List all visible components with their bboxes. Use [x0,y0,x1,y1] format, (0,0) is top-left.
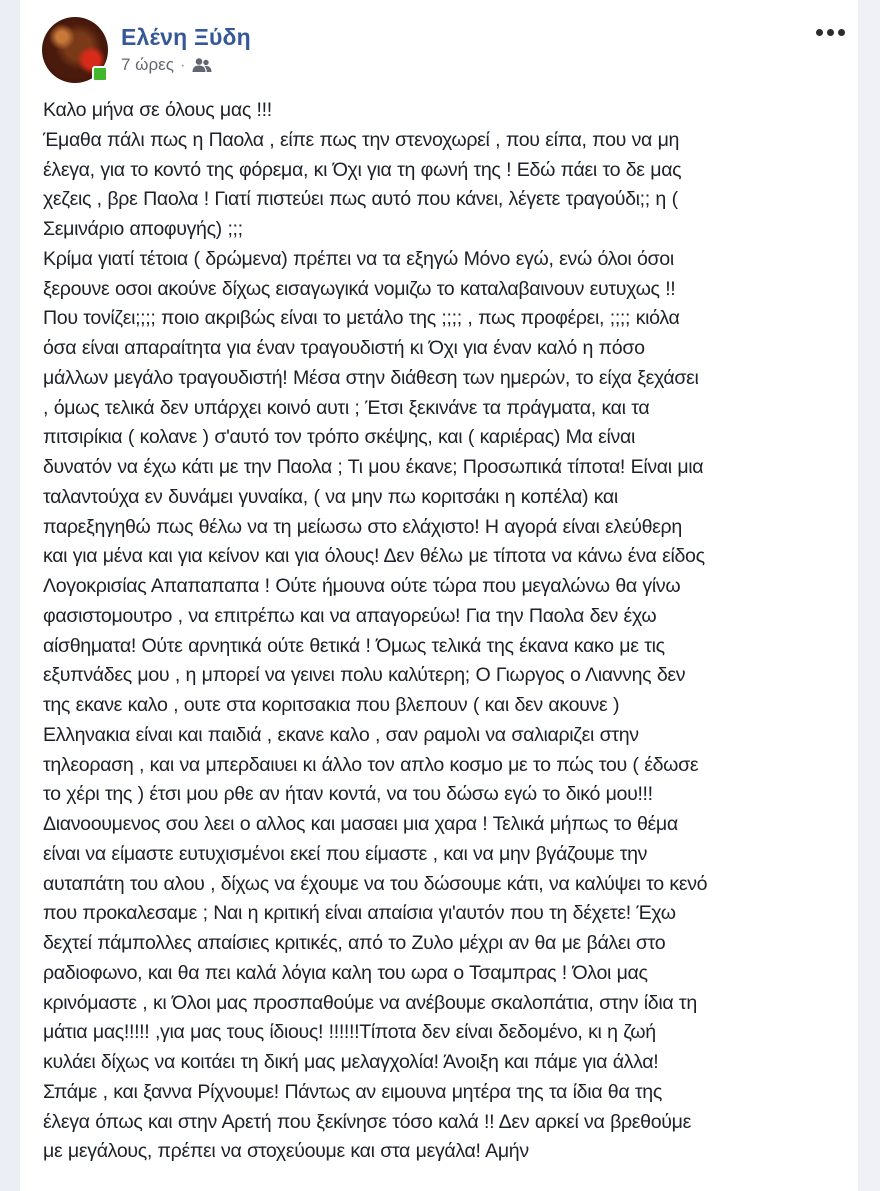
post-line: Καλο μήνα σε όλους μας !!! [43,99,272,121]
post-line: ταλαντούχα εν δυνάμει γυναίκα, ( να μην πω κοριτσάκι η κοπέλα) και [43,485,618,508]
more-horizontal-icon-dot [816,29,823,36]
post-line: ραδιοφωνο, και θα πει καλά λόγια καλη του ωρα ο Τσαμπρας ! Όλοι μας [43,961,648,984]
post-line: μάλλων μεγάλο τραγουδιστή! Μέσα στην διάθεση των ημερών, το είχα ξεχάσει [43,366,699,389]
post-line: αυταπάτη του αλου , δίχως να έχουμε να του δώσουμε κάτι, να καλύψει το κενό [43,872,708,895]
post-body-text [43,96,853,1167]
post-line: αίσθηματα! Ούτε αρνητικά ούτε θετικά ! Όμως τελικά της έκανα κακο με τις [43,634,665,657]
more-horizontal-icon-dot [838,29,845,36]
post-line: Ελληνακια είναι και παιδιά , εκανε καλο , σαν ραμολι να σαλιαριζει στην [43,723,639,746]
friends-icon[interactable] [192,57,212,73]
post-line: Έμαθα πάλι πως η Παολα , είπε πως την στενοχωρεί , που είπα, που να μη [43,128,680,151]
post-line: όσα είναι απαραίτητα για έναν τραγουδιστή κι Όχι για έναν καλό η πόσο [43,337,645,359]
meta-separator: · [179,55,186,74]
post-line: Λογοκρισίας Απαπαπαπα ! Ούτε ήμουνα ούτε τώρα που μεγαλώνω θα γίνω [43,575,681,597]
post-line: Σεμινάριο αποφυγής) ;;; [43,218,243,240]
more-options-button[interactable] [812,22,848,42]
post-line: ξερουνε οσοι ακούνε δίχως εισαγωγικά νομιζω το καταλαβαινουν ευτυχως !! [43,277,676,300]
post-line: χεζεις , βρε Παολα ! Γιατί πιστεύει πως αυτό που κάνει, λέγετε τραγούδι;; η ( [43,188,678,211]
post-line: δυνατόν να έχω κάτι με την Παολα ; Τι μου έκανε; Προσωπικά τίποτα! Είναι μια [43,456,704,478]
post-line: το χέρι της ) έτσι μου ρθε αν ήταν κοντά, να του δώσω εγώ το δικό μου!!! [43,783,653,806]
post-line: Σπάμε , και ξαννα Ρίχνουμε! Πάντως αν ειμουνα μητέρα της τα ίδια θα της [43,1080,662,1103]
post-line: κρινόμαστε , κι Όλοι μας προσπαθούμε να ανέβουμε σκαλοπάτια, στην ίδια τη [43,991,697,1014]
post-line: , όμως τελικά δεν υπάρχει κοινό αυτι ; Έτσι ξεκινάνε τα πράγματα, και τα [43,396,650,419]
post-line: εξυπνάδες μου , η μπορεί να γεινει πολυ καλύτερη; Ο Γιωργος ο Λιαννης δεν [43,664,686,687]
post-meta [121,55,212,75]
post-line: με μεγάλους, πρέπει να στοχεύουμε και στα μεγάλα! Αμήν [43,1140,529,1163]
online-status-indicator [92,66,108,82]
post-line: Κρίμα γιατί τέτοια ( δρώμενα) πρέπει να τα εξηγώ Μόνο εγώ, ενώ όλοι όσοι [43,247,674,270]
post-line: παρεξηγηθώ πως θέλω να τη μείωσω στο ελάχιστο! Η αγορά είναι ελεύθερη [43,515,682,538]
left-gutter [0,0,20,1191]
post-line: κυλάει δίχως να κοιτάει τη δική μας μελαγχολία! Άνοιξη και πάμε για άλλα! [43,1051,659,1073]
post-line: έλεγα όπως και στην Αρετή που ξεκίνησε τόσο καλά !! Δεν αρκεί να βρεθούμε [43,1110,691,1133]
post-line: έλεγα, για το κοντό της φόρεμα, κι Όχι για τη φωνή της ! Εδώ πάει το δε μας [43,158,682,181]
post-timestamp-link[interactable]: 7 ώρες [121,55,174,74]
post-line: της εκανε καλο , ουτε στα κοριτσακια που βλεπουν ( και δεν ακουνε ) [43,694,620,716]
post-line: και για μένα και για κείνον και για όλους! Δεν θέλω με τίποτα να κάνω ένα είδος [43,545,705,568]
post-line: Διανοουμενος σου λεει ο αλλος και μασαει μια χαρα ! Τελικά μήπως το θέμα [43,813,678,835]
post-line: Που τονίζει;;;; ποιο ακριβώς είναι το μετάλο της ;;;; , πως προφέρει, ;;;; κιόλα [43,307,680,330]
right-gutter [858,0,880,1191]
post-line: πιτσιρίκια ( κολανε ) σ'αυτό τον τρόπο σκέψης, και ( καριέρας) Μα είναι [43,426,635,449]
more-horizontal-icon-dot [827,29,834,36]
post-line: μάτια μας!!!!! ,για μας τους ίδιους! !!!!!!Τίποτα δεν είναι δεδομένο, κι η ζωή [43,1021,656,1044]
author-name-link[interactable]: Ελένη Ξύδη [121,24,251,50]
post-line: είναι να είμαστε ευτυχισμένοι εκεί που είμαστε , και να μην βγάζουμε την [43,842,648,865]
post-line: φασιστομουτρο , να επιτρέπω και να απαγορεύω! Για την Παολα δεν έχω [43,604,657,627]
post-line: που προκαλεσαμε ; Ναι η κριτική είναι απαίσια γι'αυτόν που τη δέχετε! Έχω [43,902,676,925]
post-line: τηλεοραση , και να μπερδαιυει κι άλλο τον απλο κοσμο με το πώς του ( έδωσε [43,753,699,776]
post-line: δεχτεί πάμπολλες απαίσιες κριτικές, από το Ζυλο μέχρι αν θα με βάλει στο [43,932,666,954]
